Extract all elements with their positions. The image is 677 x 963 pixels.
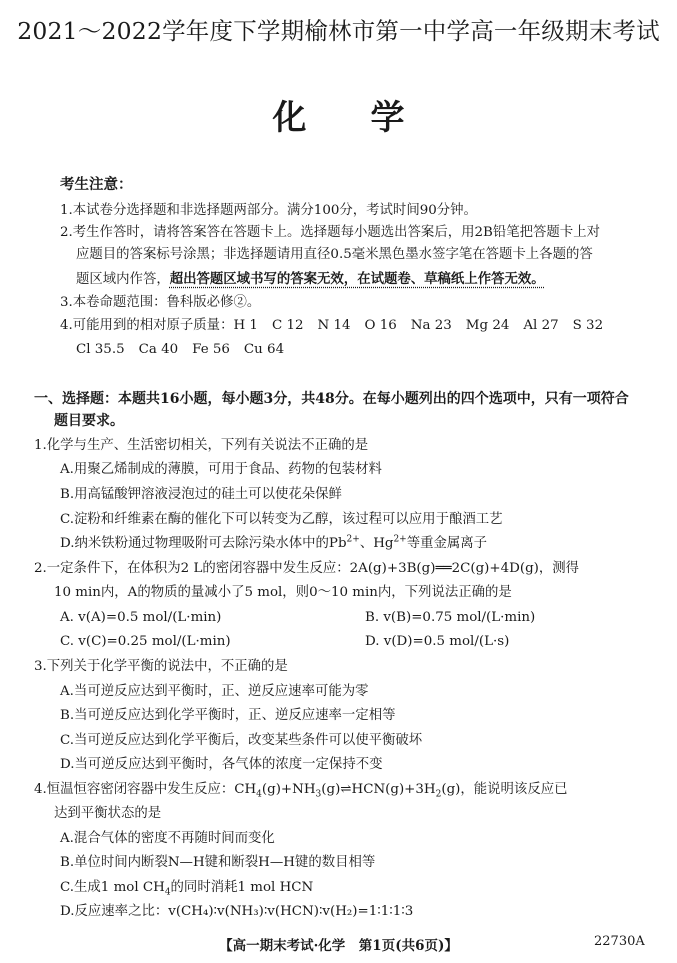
q4-stem-line1: 4.恒温恒容密闭容器中发生反应：$CH_4(g)+NH_3(g)\rightleftharpoons HCN(g)+3H_2(g)$，能说明该反应已 [34, 782, 568, 800]
q2-stem-line1: 2.一定条件下，在体积为2 L的密闭容器中发生反应：2A(g)+3B(g)══2C(g)+4D(g)，测得 [34, 561, 580, 576]
q1-stem: 1.化学与生产、生活密切相关，下列有关说法不正确的是 [34, 438, 369, 453]
q2-option-d: D. v(D)=0.5 mol/(L·s) [365, 634, 510, 649]
q2-option-c: C. v(C)=0.25 mol/(L·min) [60, 634, 231, 649]
exam-code: 22730A [594, 934, 645, 949]
notice-item-2-line1: 2.考生作答时，请将答案答在答题卡上。选择题每小题选出答案后，用2B铅笔把答题卡上对 [60, 225, 600, 240]
section-1-heading: 一、选择题：本题共16小题，每小题3分，共48分。在每小题列出的四个选项中，只有一项符合 [34, 391, 629, 407]
notice-emphasis: 超出答题区域书写的答案无效，在试题卷、草稿纸上作答无效。 [169, 271, 545, 287]
q4-option-c: C.生成1 mol $CH_4$的同时消耗1 mol HCN [60, 880, 314, 898]
subject-char-1: 化 [272, 98, 307, 138]
notice-item-4-line2: Cl 35.5 Ca 40 Fe 56 Cu 64 [76, 342, 285, 357]
subject-char-2: 学 [370, 98, 405, 138]
notice-item-3: 3.本卷命题范围：鲁科版必修②。 [60, 295, 261, 310]
section-1-heading-line2: 题目要求。 [54, 413, 124, 429]
q3-option-c: C.当可逆反应达到化学平衡后，改变某些条件可以使平衡破坏 [60, 733, 423, 748]
q1-option-b: B.用高锰酸钾溶液浸泡过的硅土可以使花朵保鲜 [60, 487, 342, 502]
notice-heading: 考生注意： [60, 176, 133, 193]
notice-item-2-line2: 应题目的答案标号涂黑；非选择题请用直径0.5毫米黑色墨水签字笔在答题卡上各题的答 [76, 247, 593, 262]
q1-option-c: C.淀粉和纤维素在酶的催化下可以转变为乙醇，该过程可以应用于酿酒工艺 [60, 512, 503, 527]
q1-option-d: D.纳米铁粉通过物理吸附可去除污染水体中的$Pb^{2+}$、$Hg^{2+}$等重金属离子 [60, 534, 488, 551]
q4-stem-line2: 达到平衡状态的是 [54, 806, 162, 821]
q4-option-d: D.反应速率之比：v(CH₄)∶v(NH₃)∶v(HCN)∶v(H₂)=1∶1∶1∶3 [60, 904, 414, 919]
subject-title [0, 90, 677, 139]
notice-item-2-line3: 题区域内作答，超出答题区域书写的答案无效，在试题卷、草稿纸上作答无效。 [76, 271, 545, 287]
q3-option-b: B.当可逆反应达到化学平衡时，正、逆反应速率一定相等 [60, 708, 396, 723]
q2-option-b: B. v(B)=0.75 mol/(L·min) [365, 610, 536, 625]
notice-item-1: 1.本试卷分选择题和非选择题两部分。满分100分，考试时间90分钟。 [60, 203, 477, 218]
q2-option-a: A. v(A)=0.5 mol/(L·min) [60, 610, 222, 625]
q2-stem-line2: 10 min内，A的物质的量减小了5 mol，则0～10 min内，下列说法正确的是 [54, 585, 512, 600]
exam-title: 2021～2022学年度下学期榆林市第一中学高一年级期末考试 [17, 17, 660, 45]
q3-option-a: A.当可逆反应达到平衡时，正、逆反应速率可能为零 [60, 684, 369, 699]
page-footer: 【高一期末考试·化学 第1页(共6页)】 [219, 938, 458, 954]
q4-option-b: B.单位时间内断裂N—H键和断裂H—H键的数目相等 [60, 855, 376, 870]
q3-stem: 3.下列关于化学平衡的说法中，不正确的是 [34, 659, 288, 674]
q3-option-d: D.当可逆反应达到平衡时，各气体的浓度一定保持不变 [60, 757, 383, 772]
q1-option-a: A.用聚乙烯制成的薄膜，可用于食品、药物的包装材料 [60, 462, 382, 477]
notice-item-4: 4.可能用到的相对原子质量：H 1 C 12 N 14 O 16 Na 23 Mg 24 Al 27 S 32 [60, 318, 604, 333]
q4-option-a: A.混合气体的密度不再随时间而变化 [60, 831, 275, 846]
